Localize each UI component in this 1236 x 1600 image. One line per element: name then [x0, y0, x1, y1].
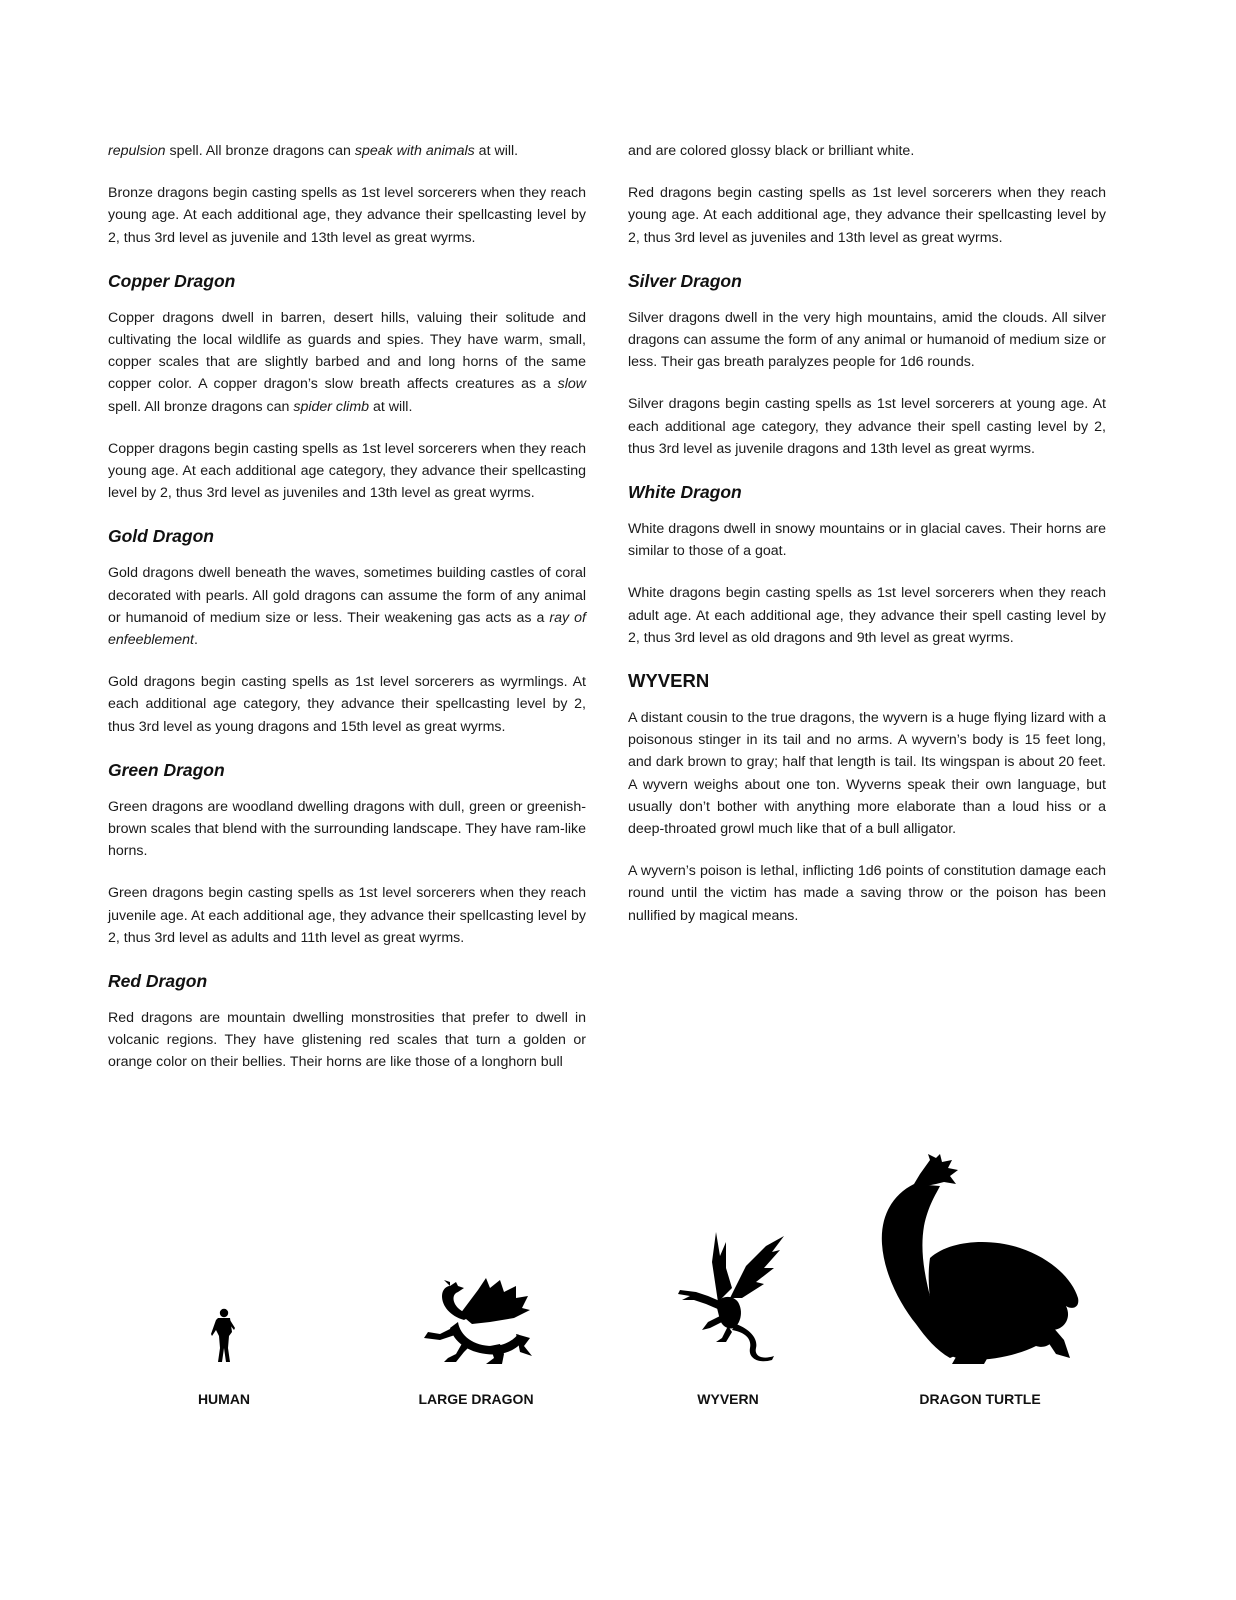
red-dragon-heading: Red Dragon	[108, 971, 208, 992]
green-dragon-spellcasting: Green dragons begin casting spells as 1st level sorcerers when they reach juvenile age. At each additional age, they advance their spellcasting level by 2, thus 3rd level as adults and 11th level as great wyrms.	[108, 885, 586, 946]
dragon-turtle-silhouette-icon	[880, 1154, 1080, 1366]
red-dragon-description: Red dragons are mountain dwelling monstrosities that prefer to dwell in volcanic regions. They have glistening red scales that turn a golden or orange color on their bellies. Their horns are like those of a longhorn bull	[108, 1010, 586, 1071]
large-dragon-label: LARGE DRAGON	[418, 1391, 534, 1407]
silver-dragon-spellcasting: Silver dragons begin casting spells as 1st level sorcerers at young age. At each additional age category, they advance their spell casting level by 2, thus 3rd level as juvenile dragons and 13th level as great wyrms.	[628, 396, 1106, 457]
large-dragon-silhouette-icon	[420, 1276, 532, 1366]
human-label: HUMAN	[197, 1391, 251, 1407]
wyvern-description: A distant cousin to the true dragons, the wyvern is a huge flying lizard with a poisonous stinger in its tail and no arms. A wyvern’s body is 15 feet long, and dark brown to gray; half that length is tail. Its wingspan is about 20 feet. A wyvern weighs about one ton. Wyverns speak their own language, but usually don’t bother with anything more elaborate than a loud hiss or a deep-throated growl much like that of a bull alligator.	[628, 710, 1106, 838]
wyvern-label: WYVERN	[697, 1391, 759, 1407]
red-dragon-spellcasting: Red dragons begin casting spells as 1st level sorcerers when they reach young age. At each additional age, they advance their spellcasting level by 2, thus 3rd level as juveniles and 13th level as great wyrms.	[628, 185, 1106, 246]
copper-dragon-heading: Copper Dragon	[108, 270, 236, 291]
white-dragon-spellcasting: White dragons begin casting spells as 1st level sorcerers when they reach adult age. At each additional age, they advance their spell casting level by 2, thus 3rd level as old dragons and 9th level as great wyrms.	[628, 585, 1106, 646]
right-column	[628, 140, 1106, 947]
red-dragon-description-continued: and are colored glossy black or brilliant white.	[628, 143, 915, 159]
white-dragon-heading: White Dragon	[628, 482, 742, 503]
white-dragon-description: White dragons dwell in snowy mountains or in glacial caves. Their horns are similar to those of a goat.	[628, 521, 1106, 560]
green-dragon-description: Green dragons are woodland dwelling dragons with dull, green or greenish-brown scales that blend with the surrounding landscape. They have ram-like horns.	[108, 798, 586, 860]
wyvern-heading: WYVERN	[628, 670, 710, 692]
wyvern-silhouette-icon	[676, 1232, 786, 1362]
green-dragon-heading: Green Dragon	[108, 759, 225, 780]
copper-dragon-spellcasting: Copper dragons begin casting spells as 1st level sorcerers when they reach young age. At each additional age category, they advance their spellcasting level by 2, thus 3rd level as juveniles and 13th level as great wyrms.	[108, 440, 586, 502]
gold-dragon-spellcasting: Gold dragons begin casting spells as 1st level sorcerers as wyrmlings. At each additional age category, they advance their spellcasting level by 2, thus 3rd level as young dragons and 15th level as great wyrms.	[108, 674, 586, 735]
wyvern-poison-paragraph: A wyvern’s poison is lethal, inflicting 1d6 points of constitution damage each round until the victim has made a saving throw or the poison has been nullified by magical means.	[628, 863, 1106, 924]
copper-dragon-description: Copper dragons dwell in barren, desert hills, valuing their solitude and cultivating the local wildlife as guards and spies. They have warm, small, copper scales that are slightly barbed and and long horns of the same copper color. A copper dragon’s slow breath affects creatures as a slow spell. All bronze dragons can spider climb at will.	[108, 309, 586, 415]
left-column	[108, 140, 586, 1094]
gold-dragon-description: Gold dragons dwell beneath the waves, sometimes building castles of coral decorated with pearls. All gold dragons can assume the form of any animal or humanoid of medium size or less. Their weakening gas acts as a ray of enfeeblement.	[108, 565, 587, 649]
size-comparison-figure	[0, 1150, 1236, 1440]
silver-dragon-heading: Silver Dragon	[628, 270, 742, 291]
bronze-dragon-spellcasting-paragraph: Bronze dragons begin casting spells as 1st level sorcerers when they reach young age. At each additional age, they advance their spellcasting level by 2, thus 3rd level as juvenile and 13th level as great wyrms.	[108, 185, 586, 246]
silver-dragon-description: Silver dragons dwell in the very high mountains, amid the clouds. All silver dragons can assume the form of any animal or humanoid of medium size or less. Their gas breath paralyzes people for 1d6 rounds.	[628, 309, 1106, 371]
human-silhouette-icon	[208, 1308, 238, 1364]
bronze-dragon-intro-paragraph: repulsion spell. All bronze dragons can speak with animals at will.	[108, 143, 519, 159]
dragon-turtle-label: DRAGON TURTLE	[919, 1391, 1041, 1407]
gold-dragon-heading: Gold Dragon	[108, 526, 214, 547]
